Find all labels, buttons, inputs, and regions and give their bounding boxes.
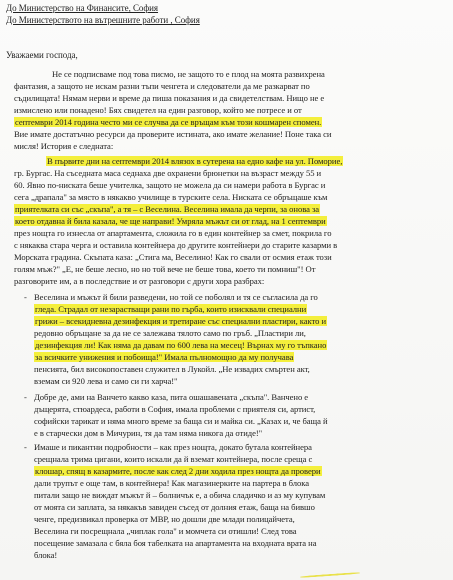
p2-line-11: разговорите им, а в последствие и от разговори с други хора разбрах: bbox=[14, 276, 265, 286]
p2-line-1: В първите дни на септември 2014 влязох в сутерена на едно кафе на ул. Поморие, bbox=[47, 156, 343, 166]
p2-line-7: през нощта го изнесла от апартамента, сложила го в един контейнер за смет, покрила го bbox=[14, 228, 332, 238]
b1-line-4: редовно обръщане за да не се залежава тялото само по гръб. „Пластири ли, bbox=[34, 328, 306, 338]
p2-line-8: с някаква стара черга и оставила контейнера до другите контейнери до старите казарми в bbox=[14, 240, 338, 250]
p1-line-4: измислено или понадено! Бях свидетел на един разговор, който ме потресе и от bbox=[14, 105, 302, 115]
b3-line-7: ченге, предизвикал проверка от МВР, но дошли две млади полицайчета, bbox=[34, 514, 295, 524]
p2-line-3: 60. Явно по-ниската беше учителка, защото не можела да си намери работа в Бургас и bbox=[14, 180, 326, 190]
p2-line-4: сега „драпала" за място в някакво училище в турските села. Ниската се обръщаше към bbox=[14, 192, 328, 202]
b2-line-3: софийски тарикат и няма много време за баща си и майка си. „Казах и, че баща й bbox=[34, 416, 328, 426]
p1-line-3: съдилищата! Нямам нерви и време да пиша показания и да свидетелствам. Нищо не е bbox=[14, 93, 325, 103]
b3-line-10: блока! bbox=[34, 550, 58, 560]
b1-line-1: Веселина и мъжът й били разведени, но той се поболял и тя се съгласила да го bbox=[34, 292, 318, 302]
bullet-2-marker: - bbox=[24, 392, 27, 402]
p1-line-6: Вие имате достатъчно ресурси да проверите истината, ако имате желание! Поне така си bbox=[14, 129, 332, 139]
greeting: Уважаеми господа, bbox=[6, 50, 78, 60]
p2-line-6: което отдавна й била казала, че ще направи! Умряла мъжът си от глад, на 1 септември bbox=[15, 216, 326, 226]
bullet-3-marker: - bbox=[24, 442, 27, 452]
b2-line-1: Добре де, ами на Ванчето какво каза, пита ошашавената „скъпа". Ванчено е bbox=[34, 392, 309, 402]
highlighter-stroke bbox=[300, 572, 360, 578]
p1-line-7: мисля! История е следната: bbox=[14, 141, 114, 151]
p2-line-5: приятелката си със „скъпа", а тя – с Веселина. Веселина имала да черпи, за онова за bbox=[15, 204, 320, 214]
bullet-1-marker: - bbox=[24, 292, 27, 302]
b1-line-2: гледа. Страдал от незарастващи рани по гърба, които изисквали специални bbox=[35, 304, 307, 314]
address-line-1: До Министерство на Финансите, София bbox=[6, 3, 159, 13]
b1-line-3: грижи – всекидневна дезинфекция и третиране със специални пластири, както и bbox=[35, 316, 327, 326]
b1-line-5: дезинфекция ли! Как няма да давам по 600 лева на месец! Върнах му го тъпкано bbox=[35, 340, 327, 350]
p1-line-5: септември 2014 година често ми се случва да се връщам към този кошмарен спомен. bbox=[15, 117, 322, 127]
p1-line-1: Не се подписваме под това писмо, не защото то е плод на моята развихрена bbox=[52, 69, 325, 79]
b1-line-6: за всичките унижения и побоища!" Имала пълномощно да му получава bbox=[35, 352, 294, 362]
b3-line-5: питали защо не виждат мъжът й – болничък е, а обича сладичко и аз му купувам bbox=[34, 490, 326, 500]
b3-line-8: Веселина ги посрещнала „чиплак гола" и момчета си отишли! След това bbox=[34, 526, 297, 536]
b3-line-3: клошар, спящ в казармите, после как след 2 дни ходила през нощта да провери bbox=[35, 466, 321, 476]
p2-line-10: голям мъж?" „Е, не беше лесно, но но той вече не беше това, което ти помниш"! От bbox=[14, 264, 316, 274]
p2-line-2: гр. Бургас. На съседната маса седнаха две охранени брюнетки на възраст между 55 и bbox=[14, 168, 322, 178]
b2-line-2: дъщерята, стюардеса, работи в София, имала проблеми с приятеля си, артист, bbox=[34, 404, 316, 414]
b1-line-8: вземам си 920 лева и само си ги харча!" bbox=[34, 376, 178, 386]
b3-line-1: Имаше и пикантни подробности – как през нощта, докато бутала контейнера bbox=[34, 442, 312, 452]
address-line-2: До Министерството на вътрешните работи , София bbox=[6, 15, 200, 25]
p2-line-9: Морската градина. Скъпата каза: „Стига ма, Веселино! Как го свали от осмия етаж този bbox=[14, 252, 332, 262]
b1-line-7: пенсията, бил високопоставен служител в Лукойл. „Не извадих смъртен акт, bbox=[34, 364, 310, 374]
p1-line-2: фантазия, а защото не искам разни тъпи ченгета и следователи да ме разкарват по bbox=[14, 81, 310, 91]
b3-line-2: срещнала трима цигани, които искали да й вземат контейнера, после среща с bbox=[34, 454, 313, 464]
b3-line-9: посещение замазала с бяла боя табелката на апартамента на входната врата на bbox=[34, 538, 317, 548]
b3-line-6: от моята си заплата, за някакъв завиден съсед от долния етаж, баща на бившо bbox=[34, 502, 315, 512]
b3-line-4: дали трупът е още там, в контейнера! Как магазинерките на партера в блока bbox=[34, 478, 310, 488]
b2-line-4: е в старчески дом в Мичурин, тя да там няма никога да отиде!" bbox=[34, 428, 263, 438]
